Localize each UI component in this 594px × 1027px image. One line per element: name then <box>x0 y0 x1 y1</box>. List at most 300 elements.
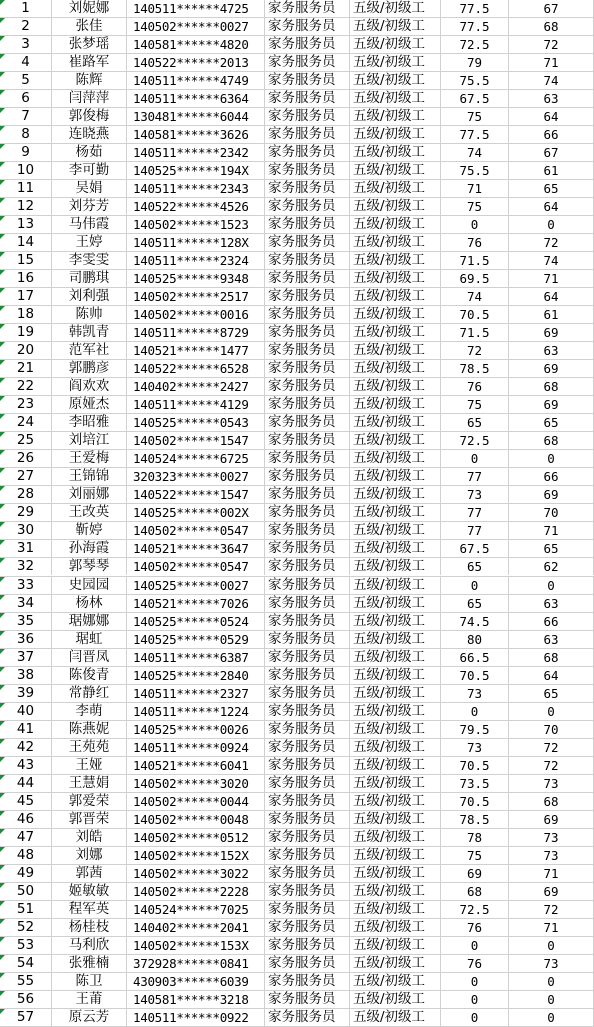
level-cell[interactable]: 五级/初级工 <box>350 631 441 648</box>
id-number-cell[interactable]: 140525******0026 <box>127 721 265 738</box>
score-2-cell[interactable]: 0 <box>509 1009 594 1026</box>
score-2-cell[interactable]: 65 <box>509 180 594 197</box>
score-1-cell[interactable]: 0 <box>441 973 509 990</box>
score-1-cell[interactable]: 78 <box>441 829 509 846</box>
occupation-cell[interactable]: 家务服务员 <box>265 486 350 503</box>
level-cell[interactable]: 五级/初级工 <box>350 757 441 774</box>
score-1-cell[interactable]: 79 <box>441 54 509 71</box>
row-number-cell[interactable]: 32 <box>0 558 52 575</box>
name-cell[interactable]: 刘培江 <box>52 432 127 449</box>
id-number-cell[interactable]: 140525******0027 <box>127 577 265 594</box>
score-1-cell[interactable]: 74 <box>441 288 509 305</box>
id-number-cell[interactable]: 140521******1477 <box>127 342 265 359</box>
id-number-cell[interactable]: 140521******7026 <box>127 595 265 612</box>
name-cell[interactable]: 原娅杰 <box>52 396 127 413</box>
score-2-cell[interactable]: 72 <box>509 757 594 774</box>
level-cell[interactable]: 五级/初级工 <box>350 414 441 431</box>
id-number-cell[interactable]: 140581******4820 <box>127 36 265 53</box>
level-cell[interactable]: 五级/初级工 <box>350 162 441 179</box>
id-number-cell[interactable]: 140511******2327 <box>127 685 265 702</box>
score-1-cell[interactable]: 69.5 <box>441 270 509 287</box>
name-cell[interactable]: 杨茹 <box>52 144 127 161</box>
row-number-cell[interactable]: 47 <box>0 829 52 846</box>
id-number-cell[interactable]: 140402******2041 <box>127 919 265 936</box>
level-cell[interactable]: 五级/初级工 <box>350 811 441 828</box>
id-number-cell[interactable]: 140511******128X <box>127 234 265 251</box>
name-cell[interactable]: 王莆 <box>52 991 127 1008</box>
score-2-cell[interactable]: 68 <box>509 378 594 395</box>
score-2-cell[interactable]: 0 <box>509 216 594 233</box>
level-cell[interactable]: 五级/初级工 <box>350 829 441 846</box>
score-1-cell[interactable]: 67.5 <box>441 90 509 107</box>
name-cell[interactable]: 琚娜娜 <box>52 613 127 630</box>
id-number-cell[interactable]: 140522******6528 <box>127 360 265 377</box>
occupation-cell[interactable]: 家务服务员 <box>265 793 350 810</box>
row-number-cell[interactable]: 3 <box>0 36 52 53</box>
row-number-cell[interactable]: 23 <box>0 396 52 413</box>
score-2-cell[interactable]: 66 <box>509 126 594 143</box>
name-cell[interactable]: 王爱梅 <box>52 450 127 467</box>
occupation-cell[interactable]: 家务服务员 <box>265 649 350 666</box>
row-number-cell[interactable]: 24 <box>0 414 52 431</box>
score-2-cell[interactable]: 61 <box>509 162 594 179</box>
name-cell[interactable]: 王婷 <box>52 234 127 251</box>
occupation-cell[interactable]: 家务服务员 <box>265 450 350 467</box>
score-2-cell[interactable]: 71 <box>509 270 594 287</box>
id-number-cell[interactable]: 140502******3022 <box>127 865 265 882</box>
score-1-cell[interactable]: 73 <box>441 739 509 756</box>
score-1-cell[interactable]: 77.5 <box>441 126 509 143</box>
score-2-cell[interactable]: 65 <box>509 540 594 557</box>
row-number-cell[interactable]: 7 <box>0 108 52 125</box>
score-2-cell[interactable]: 0 <box>509 973 594 990</box>
level-cell[interactable]: 五级/初级工 <box>350 216 441 233</box>
level-cell[interactable]: 五级/初级工 <box>350 685 441 702</box>
row-number-cell[interactable]: 29 <box>0 504 52 521</box>
score-1-cell[interactable]: 70.5 <box>441 757 509 774</box>
score-1-cell[interactable]: 73.5 <box>441 775 509 792</box>
score-2-cell[interactable]: 63 <box>509 90 594 107</box>
id-number-cell[interactable]: 140402******2427 <box>127 378 265 395</box>
score-2-cell[interactable]: 69 <box>509 360 594 377</box>
level-cell[interactable]: 五级/初级工 <box>350 504 441 521</box>
id-number-cell[interactable]: 140581******3626 <box>127 126 265 143</box>
score-1-cell[interactable]: 75 <box>441 108 509 125</box>
name-cell[interactable]: 杨林 <box>52 595 127 612</box>
id-number-cell[interactable]: 140522******2013 <box>127 54 265 71</box>
score-1-cell[interactable]: 77 <box>441 468 509 485</box>
level-cell[interactable]: 五级/初级工 <box>350 595 441 612</box>
occupation-cell[interactable]: 家务服务员 <box>265 865 350 882</box>
level-cell[interactable]: 五级/初级工 <box>350 919 441 936</box>
row-number-cell[interactable]: 55 <box>0 973 52 990</box>
id-number-cell[interactable]: 140525******0524 <box>127 613 265 630</box>
name-cell[interactable]: 连晓燕 <box>52 126 127 143</box>
score-1-cell[interactable]: 79.5 <box>441 721 509 738</box>
id-number-cell[interactable]: 372928******0841 <box>127 955 265 972</box>
level-cell[interactable]: 五级/初级工 <box>350 252 441 269</box>
score-1-cell[interactable]: 74.5 <box>441 613 509 630</box>
occupation-cell[interactable]: 家务服务员 <box>265 847 350 864</box>
score-1-cell[interactable]: 77 <box>441 522 509 539</box>
score-2-cell[interactable]: 71 <box>509 919 594 936</box>
row-number-cell[interactable]: 40 <box>0 703 52 720</box>
name-cell[interactable]: 刘妮娜 <box>52 0 127 17</box>
row-number-cell[interactable]: 45 <box>0 793 52 810</box>
id-number-cell[interactable]: 140524******6725 <box>127 450 265 467</box>
row-number-cell[interactable]: 51 <box>0 901 52 918</box>
score-2-cell[interactable]: 69 <box>509 883 594 900</box>
name-cell[interactable]: 闫晋凤 <box>52 649 127 666</box>
id-number-cell[interactable]: 140502******153X <box>127 937 265 954</box>
score-2-cell[interactable]: 70 <box>509 721 594 738</box>
name-cell[interactable]: 郭晋荣 <box>52 811 127 828</box>
id-number-cell[interactable]: 140524******7025 <box>127 901 265 918</box>
id-number-cell[interactable]: 430903******6039 <box>127 973 265 990</box>
row-number-cell[interactable]: 15 <box>0 252 52 269</box>
score-1-cell[interactable]: 76 <box>441 378 509 395</box>
score-1-cell[interactable]: 0 <box>441 937 509 954</box>
level-cell[interactable]: 五级/初级工 <box>350 1009 441 1026</box>
score-1-cell[interactable]: 71.5 <box>441 324 509 341</box>
score-2-cell[interactable]: 64 <box>509 667 594 684</box>
row-number-cell[interactable]: 50 <box>0 883 52 900</box>
id-number-cell[interactable]: 140511******4129 <box>127 396 265 413</box>
row-number-cell[interactable]: 43 <box>0 757 52 774</box>
level-cell[interactable]: 五级/初级工 <box>350 486 441 503</box>
occupation-cell[interactable]: 家务服务员 <box>265 955 350 972</box>
name-cell[interactable]: 韩凯青 <box>52 324 127 341</box>
score-2-cell[interactable]: 72 <box>509 36 594 53</box>
score-2-cell[interactable]: 66 <box>509 468 594 485</box>
score-1-cell[interactable]: 0 <box>441 1009 509 1026</box>
name-cell[interactable]: 闫萍萍 <box>52 90 127 107</box>
score-2-cell[interactable]: 68 <box>509 432 594 449</box>
id-number-cell[interactable]: 320323******0027 <box>127 468 265 485</box>
occupation-cell[interactable]: 家务服务员 <box>265 360 350 377</box>
score-2-cell[interactable]: 67 <box>509 0 594 17</box>
level-cell[interactable]: 五级/初级工 <box>350 270 441 287</box>
id-number-cell[interactable]: 140502******1547 <box>127 432 265 449</box>
id-number-cell[interactable]: 140511******8729 <box>127 324 265 341</box>
level-cell[interactable]: 五级/初级工 <box>350 36 441 53</box>
name-cell[interactable]: 李雯雯 <box>52 252 127 269</box>
score-1-cell[interactable]: 73 <box>441 486 509 503</box>
row-number-cell[interactable]: 35 <box>0 613 52 630</box>
score-1-cell[interactable]: 65 <box>441 558 509 575</box>
row-number-cell[interactable]: 33 <box>0 577 52 594</box>
level-cell[interactable]: 五级/初级工 <box>350 180 441 197</box>
row-number-cell[interactable]: 46 <box>0 811 52 828</box>
level-cell[interactable]: 五级/初级工 <box>350 306 441 323</box>
row-number-cell[interactable]: 37 <box>0 649 52 666</box>
row-number-cell[interactable]: 48 <box>0 847 52 864</box>
level-cell[interactable]: 五级/初级工 <box>350 973 441 990</box>
level-cell[interactable]: 五级/初级工 <box>350 793 441 810</box>
level-cell[interactable]: 五级/初级工 <box>350 649 441 666</box>
occupation-cell[interactable]: 家务服务员 <box>265 829 350 846</box>
occupation-cell[interactable]: 家务服务员 <box>265 703 350 720</box>
level-cell[interactable]: 五级/初级工 <box>350 847 441 864</box>
id-number-cell[interactable]: 140525******9348 <box>127 270 265 287</box>
id-number-cell[interactable]: 140525******002X <box>127 504 265 521</box>
occupation-cell[interactable]: 家务服务员 <box>265 721 350 738</box>
level-cell[interactable]: 五级/初级工 <box>350 522 441 539</box>
occupation-cell[interactable]: 家务服务员 <box>265 108 350 125</box>
score-1-cell[interactable]: 75 <box>441 847 509 864</box>
name-cell[interactable]: 程军英 <box>52 901 127 918</box>
score-2-cell[interactable]: 66 <box>509 613 594 630</box>
level-cell[interactable]: 五级/初级工 <box>350 18 441 35</box>
id-number-cell[interactable]: 140511******6364 <box>127 90 265 107</box>
level-cell[interactable]: 五级/初级工 <box>350 450 441 467</box>
score-2-cell[interactable]: 0 <box>509 450 594 467</box>
score-1-cell[interactable]: 0 <box>441 703 509 720</box>
occupation-cell[interactable]: 家务服务员 <box>265 432 350 449</box>
score-1-cell[interactable]: 77.5 <box>441 18 509 35</box>
level-cell[interactable]: 五级/初级工 <box>350 739 441 756</box>
name-cell[interactable]: 常静红 <box>52 685 127 702</box>
id-number-cell[interactable]: 140522******4526 <box>127 198 265 215</box>
level-cell[interactable]: 五级/初级工 <box>350 72 441 89</box>
occupation-cell[interactable]: 家务服务员 <box>265 667 350 684</box>
occupation-cell[interactable]: 家务服务员 <box>265 90 350 107</box>
occupation-cell[interactable]: 家务服务员 <box>265 613 350 630</box>
occupation-cell[interactable]: 家务服务员 <box>265 1009 350 1026</box>
occupation-cell[interactable]: 家务服务员 <box>265 216 350 233</box>
level-cell[interactable]: 五级/初级工 <box>350 90 441 107</box>
score-2-cell[interactable]: 63 <box>509 631 594 648</box>
row-number-cell[interactable]: 6 <box>0 90 52 107</box>
score-1-cell[interactable]: 0 <box>441 991 509 1008</box>
level-cell[interactable]: 五级/初级工 <box>350 288 441 305</box>
occupation-cell[interactable]: 家务服务员 <box>265 36 350 53</box>
score-1-cell[interactable]: 68 <box>441 883 509 900</box>
id-number-cell[interactable]: 140522******1547 <box>127 486 265 503</box>
score-1-cell[interactable]: 77.5 <box>441 0 509 17</box>
score-1-cell[interactable]: 67.5 <box>441 540 509 557</box>
occupation-cell[interactable]: 家务服务员 <box>265 288 350 305</box>
score-2-cell[interactable]: 64 <box>509 108 594 125</box>
id-number-cell[interactable]: 140502******2517 <box>127 288 265 305</box>
row-number-cell[interactable]: 11 <box>0 180 52 197</box>
level-cell[interactable]: 五级/初级工 <box>350 54 441 71</box>
occupation-cell[interactable]: 家务服务员 <box>265 522 350 539</box>
row-number-cell[interactable]: 56 <box>0 991 52 1008</box>
name-cell[interactable]: 郭爱荣 <box>52 793 127 810</box>
score-1-cell[interactable]: 76 <box>441 234 509 251</box>
occupation-cell[interactable]: 家务服务员 <box>265 270 350 287</box>
score-1-cell[interactable]: 0 <box>441 450 509 467</box>
occupation-cell[interactable]: 家务服务员 <box>265 126 350 143</box>
occupation-cell[interactable]: 家务服务员 <box>265 757 350 774</box>
level-cell[interactable]: 五级/初级工 <box>350 558 441 575</box>
row-number-cell[interactable]: 34 <box>0 595 52 612</box>
row-number-cell[interactable]: 54 <box>0 955 52 972</box>
score-2-cell[interactable]: 68 <box>509 18 594 35</box>
name-cell[interactable]: 孙海霞 <box>52 540 127 557</box>
name-cell[interactable]: 刘利强 <box>52 288 127 305</box>
occupation-cell[interactable]: 家务服务员 <box>265 631 350 648</box>
occupation-cell[interactable]: 家务服务员 <box>265 198 350 215</box>
level-cell[interactable]: 五级/初级工 <box>350 540 441 557</box>
row-number-cell[interactable]: 36 <box>0 631 52 648</box>
id-number-cell[interactable]: 140525******0529 <box>127 631 265 648</box>
occupation-cell[interactable]: 家务服务员 <box>265 504 350 521</box>
id-number-cell[interactable]: 140511******4725 <box>127 0 265 17</box>
name-cell[interactable]: 郭茜 <box>52 865 127 882</box>
score-2-cell[interactable]: 63 <box>509 342 594 359</box>
level-cell[interactable]: 五级/初级工 <box>350 937 441 954</box>
row-number-cell[interactable]: 2 <box>0 18 52 35</box>
occupation-cell[interactable]: 家务服务员 <box>265 811 350 828</box>
score-1-cell[interactable]: 75 <box>441 396 509 413</box>
row-number-cell[interactable]: 4 <box>0 54 52 71</box>
id-number-cell[interactable]: 140511******0922 <box>127 1009 265 1026</box>
score-1-cell[interactable]: 76 <box>441 919 509 936</box>
level-cell[interactable]: 五级/初级工 <box>350 577 441 594</box>
row-number-cell[interactable]: 5 <box>0 72 52 89</box>
score-2-cell[interactable]: 68 <box>509 793 594 810</box>
level-cell[interactable]: 五级/初级工 <box>350 955 441 972</box>
id-number-cell[interactable]: 140511******0924 <box>127 739 265 756</box>
score-1-cell[interactable]: 70.5 <box>441 306 509 323</box>
score-1-cell[interactable]: 71 <box>441 180 509 197</box>
name-cell[interactable]: 阎欢欢 <box>52 378 127 395</box>
level-cell[interactable]: 五级/初级工 <box>350 108 441 125</box>
name-cell[interactable]: 陈燕妮 <box>52 721 127 738</box>
level-cell[interactable]: 五级/初级工 <box>350 775 441 792</box>
row-number-cell[interactable]: 19 <box>0 324 52 341</box>
name-cell[interactable]: 郭俊梅 <box>52 108 127 125</box>
name-cell[interactable]: 陈辉 <box>52 72 127 89</box>
row-number-cell[interactable]: 31 <box>0 540 52 557</box>
name-cell[interactable]: 刘芬芳 <box>52 198 127 215</box>
level-cell[interactable]: 五级/初级工 <box>350 667 441 684</box>
name-cell[interactable]: 姬敏敏 <box>52 883 127 900</box>
row-number-cell[interactable]: 22 <box>0 378 52 395</box>
score-1-cell[interactable]: 78.5 <box>441 360 509 377</box>
name-cell[interactable]: 史园园 <box>52 577 127 594</box>
name-cell[interactable]: 张雅楠 <box>52 955 127 972</box>
score-1-cell[interactable]: 0 <box>441 577 509 594</box>
id-number-cell[interactable]: 140511******2324 <box>127 252 265 269</box>
score-1-cell[interactable]: 65 <box>441 595 509 612</box>
level-cell[interactable]: 五级/初级工 <box>350 901 441 918</box>
row-number-cell[interactable]: 39 <box>0 685 52 702</box>
row-number-cell[interactable]: 18 <box>0 306 52 323</box>
row-number-cell[interactable]: 12 <box>0 198 52 215</box>
score-2-cell[interactable]: 71 <box>509 54 594 71</box>
score-1-cell[interactable]: 70.5 <box>441 667 509 684</box>
level-cell[interactable]: 五级/初级工 <box>350 144 441 161</box>
level-cell[interactable]: 五级/初级工 <box>350 721 441 738</box>
name-cell[interactable]: 郭鹏彦 <box>52 360 127 377</box>
level-cell[interactable]: 五级/初级工 <box>350 865 441 882</box>
row-number-cell[interactable]: 14 <box>0 234 52 251</box>
score-2-cell[interactable]: 69 <box>509 324 594 341</box>
id-number-cell[interactable]: 140511******6387 <box>127 649 265 666</box>
score-2-cell[interactable]: 65 <box>509 414 594 431</box>
occupation-cell[interactable]: 家务服务员 <box>265 595 350 612</box>
name-cell[interactable]: 马利欣 <box>52 937 127 954</box>
occupation-cell[interactable]: 家务服务员 <box>265 577 350 594</box>
occupation-cell[interactable]: 家务服务员 <box>265 18 350 35</box>
row-number-cell[interactable]: 42 <box>0 739 52 756</box>
name-cell[interactable]: 李可勤 <box>52 162 127 179</box>
score-1-cell[interactable]: 72.5 <box>441 36 509 53</box>
name-cell[interactable]: 王娅 <box>52 757 127 774</box>
id-number-cell[interactable]: 140502******0512 <box>127 829 265 846</box>
score-1-cell[interactable]: 0 <box>441 216 509 233</box>
occupation-cell[interactable]: 家务服务员 <box>265 72 350 89</box>
level-cell[interactable]: 五级/初级工 <box>350 0 441 17</box>
row-number-cell[interactable]: 30 <box>0 522 52 539</box>
score-2-cell[interactable]: 74 <box>509 252 594 269</box>
row-number-cell[interactable]: 17 <box>0 288 52 305</box>
occupation-cell[interactable]: 家务服务员 <box>265 901 350 918</box>
name-cell[interactable]: 原云芳 <box>52 1009 127 1026</box>
occupation-cell[interactable]: 家务服务员 <box>265 540 350 557</box>
score-2-cell[interactable]: 67 <box>509 144 594 161</box>
name-cell[interactable]: 崔路军 <box>52 54 127 71</box>
score-1-cell[interactable]: 77 <box>441 504 509 521</box>
name-cell[interactable]: 王锦锦 <box>52 468 127 485</box>
row-number-cell[interactable]: 1 <box>0 0 52 17</box>
occupation-cell[interactable]: 家务服务员 <box>265 739 350 756</box>
occupation-cell[interactable]: 家务服务员 <box>265 558 350 575</box>
id-number-cell[interactable]: 140511******4749 <box>127 72 265 89</box>
score-1-cell[interactable]: 69 <box>441 865 509 882</box>
row-number-cell[interactable]: 9 <box>0 144 52 161</box>
name-cell[interactable]: 王慧娟 <box>52 775 127 792</box>
occupation-cell[interactable]: 家务服务员 <box>265 324 350 341</box>
score-1-cell[interactable]: 74 <box>441 144 509 161</box>
score-2-cell[interactable]: 68 <box>509 649 594 666</box>
id-number-cell[interactable]: 130481******6044 <box>127 108 265 125</box>
score-2-cell[interactable]: 0 <box>509 991 594 1008</box>
occupation-cell[interactable]: 家务服务员 <box>265 973 350 990</box>
row-number-cell[interactable]: 53 <box>0 937 52 954</box>
level-cell[interactable]: 五级/初级工 <box>350 883 441 900</box>
score-2-cell[interactable]: 69 <box>509 486 594 503</box>
level-cell[interactable]: 五级/初级工 <box>350 234 441 251</box>
occupation-cell[interactable]: 家务服务员 <box>265 685 350 702</box>
id-number-cell[interactable]: 140502******2228 <box>127 883 265 900</box>
score-2-cell[interactable]: 72 <box>509 234 594 251</box>
score-2-cell[interactable]: 62 <box>509 558 594 575</box>
score-2-cell[interactable]: 69 <box>509 396 594 413</box>
occupation-cell[interactable]: 家务服务员 <box>265 414 350 431</box>
id-number-cell[interactable]: 140511******2343 <box>127 180 265 197</box>
row-number-cell[interactable]: 38 <box>0 667 52 684</box>
score-1-cell[interactable]: 72 <box>441 342 509 359</box>
occupation-cell[interactable]: 家务服务员 <box>265 162 350 179</box>
id-number-cell[interactable]: 140525******2840 <box>127 667 265 684</box>
score-1-cell[interactable]: 73 <box>441 685 509 702</box>
level-cell[interactable]: 五级/初级工 <box>350 360 441 377</box>
occupation-cell[interactable]: 家务服务员 <box>265 54 350 71</box>
name-cell[interactable]: 陈卫 <box>52 973 127 990</box>
level-cell[interactable]: 五级/初级工 <box>350 468 441 485</box>
row-number-cell[interactable]: 28 <box>0 486 52 503</box>
score-1-cell[interactable]: 78.5 <box>441 811 509 828</box>
row-number-cell[interactable]: 49 <box>0 865 52 882</box>
level-cell[interactable]: 五级/初级工 <box>350 432 441 449</box>
occupation-cell[interactable]: 家务服务员 <box>265 775 350 792</box>
score-2-cell[interactable]: 0 <box>509 703 594 720</box>
occupation-cell[interactable]: 家务服务员 <box>265 252 350 269</box>
